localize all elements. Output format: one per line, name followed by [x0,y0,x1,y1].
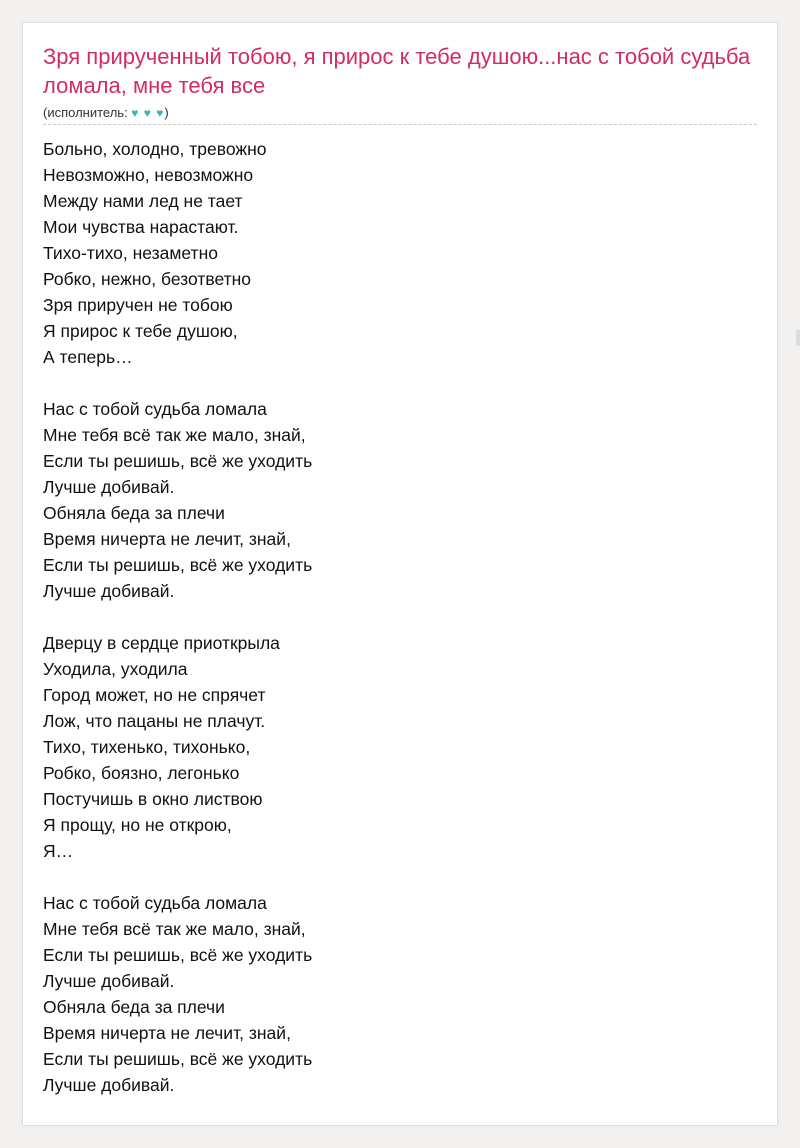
lyric-line: Я прирос к тебе душою, [43,321,238,341]
lyric-line: Лож, что пацаны не плачут. [43,711,266,731]
lyric-line: Зря приручен не тобою [43,295,233,315]
lyric-line: А теперь… [43,347,133,367]
lyric-line: Если ты решишь, всё же уходить [43,1049,313,1069]
lyric-line: Мои чувства нарастают. [43,217,239,237]
lyric-line: Время ничерта не лечит, знай, [43,529,291,549]
lyric-line: Робко, боязно, легонько [43,763,240,783]
lyric-line: Дверцу в сердце приоткрыла [43,633,280,653]
lyric-line: Мне тебя всё так же мало, знай, [43,919,306,939]
lyrics-stanza [43,136,743,370]
lyrics-stanza [43,630,743,864]
artist-line [43,105,169,121]
lyric-line: Время ничерта не лечит, знай, [43,1023,291,1043]
lyric-line: Постучишь в окно листвою [43,789,263,809]
lyric-line: Обняла беда за плечи [43,997,225,1017]
lyric-line: Город может, но не спрячет [43,685,266,705]
lyric-line: Лучше добивай. [43,971,175,991]
lyric-line: Тихо-тихо, незаметно [43,243,218,263]
heart-icons[interactable]: ♥ ♥ ♥ [131,106,165,120]
dashed-divider [43,124,757,125]
lyric-line: Лучше добивай. [43,581,175,601]
lyric-line: Я… [43,841,74,861]
artist-suffix: ) [164,105,169,120]
lyric-line: Если ты решишь, всё же уходить [43,555,313,575]
lyric-line: Тихо, тихенько, тихонько, [43,737,251,757]
lyric-line: Нас с тобой судьба ломала [43,893,267,913]
lyric-line: Лучше добивай. [43,1075,175,1095]
lyrics-card [22,22,778,1126]
lyric-line: Уходила, уходила [43,659,188,679]
lyric-line: Невозможно, невозможно [43,165,254,185]
lyric-line: Больно, холодно, тревожно [43,139,267,159]
lyrics-body [43,136,743,1124]
lyric-line: Нас с тобой судьба ломала [43,399,267,419]
lyric-line: Если ты решишь, всё же уходить [43,945,313,965]
lyric-line: Лучше добивай. [43,477,175,497]
lyric-line: Если ты решишь, всё же уходить [43,451,313,471]
artist-prefix: (исполнитель: [43,105,132,120]
lyric-line: Я прощу, но не открою, [43,815,232,835]
lyric-line: Между нами лед не тает [43,191,243,211]
song-title: Зря прирученный тобою, я прирос к тебе душою...нас с тобой судьба ломала, мне тебя все [43,44,751,98]
lyric-line: Робко, нежно, безответно [43,269,252,289]
scrollbar-handle[interactable] [796,330,800,346]
lyrics-stanza [43,396,743,604]
lyrics-stanza [43,890,743,1098]
lyric-line: Мне тебя всё так же мало, знай, [43,425,306,445]
lyric-line: Обняла беда за плечи [43,503,225,523]
